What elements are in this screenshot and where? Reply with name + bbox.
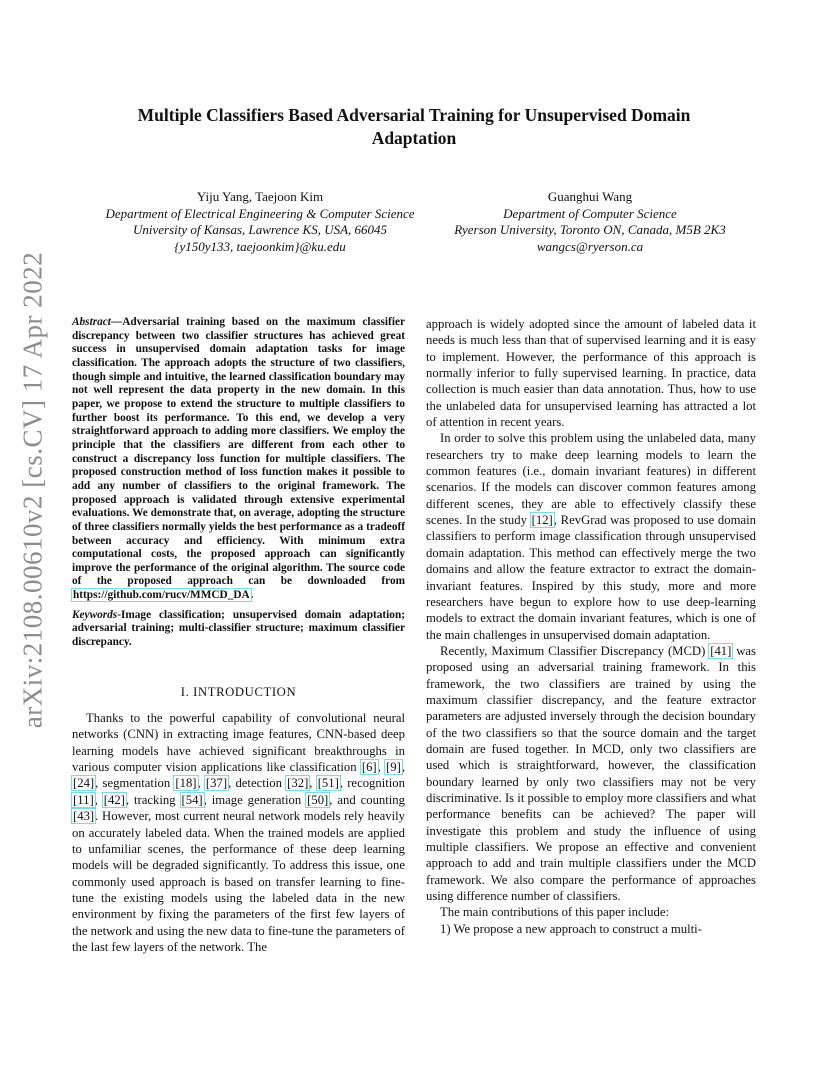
author-names: Guanghui Wang [547, 189, 633, 204]
paragraph-text: , [197, 776, 205, 791]
citation-link[interactable]: [11] [73, 792, 94, 807]
abstract-lead: Abstract [72, 316, 111, 328]
paragraph-text: . However, most current neural network models rely heavily on accurately labeled data. When the trained models are applied to unfamiliar scenes, the performance of these deep learning models will be degraded significantly. To address this issue, one commonly used approach is based on transfer learning to fine-tune the existing models using the labeled data in the new environment by fixing the parameters of the first few layers of the network and using the new data to fine-tune the parameters of the last few layers of the network. The [72, 809, 405, 954]
citation-link[interactable]: [42] [103, 792, 125, 807]
author-block-ryerson [440, 189, 740, 255]
intro-paragraph [72, 710, 405, 955]
body-paragraph [426, 904, 756, 920]
abstract [72, 316, 405, 603]
paragraph-text: , recognition [339, 776, 405, 791]
paragraph-text: , [309, 776, 317, 791]
author-names: Yiju Yang, Taejoon Kim [196, 189, 324, 204]
body-paragraph [426, 430, 756, 642]
abstract-end: . [250, 589, 254, 602]
paragraph-text: Recently, Maximum Classifier Discrepancy (MCD) [440, 643, 710, 658]
author-institution: University of Kansas, Lawrence KS, USA, 66045 [132, 222, 388, 237]
section-heading-introduction: I. INTRODUCTION [180, 684, 297, 699]
citation-link[interactable]: [18] [175, 776, 197, 791]
paragraph-text: In order to solve this problem using the unlabeled data, many researchers try to make deep learning models to learn the common features (i.e., domain invariant features) in different scenarios. If the models can discover common features among different scenes, they are able to effectively classify these scenes. In the study [426, 431, 756, 528]
citation-link[interactable]: [9] [386, 760, 401, 775]
author-department: Department of Computer Science [503, 205, 677, 221]
citation-link[interactable]: [43] [73, 809, 95, 824]
citation-link[interactable]: [6] [361, 760, 377, 775]
citation-link[interactable]: [51] [317, 776, 339, 791]
paragraph-text: approach is widely adopted since the amount of labeled data it needs is much less than that of supervised learning and it is easy to implement. However, the performance of this approach is normally inferior to fully supervised learning. In practice, data collection is much easier than data annotation. Thus, how to use the unlabeled data for unsupervised learning has attracted a lot of attention in recent years. [426, 317, 756, 430]
author-department: Department of Electrical Engineering & Computer Science [105, 205, 415, 221]
keywords [72, 609, 405, 650]
arxiv-identifier-stamp [8, 251, 58, 729]
author-block-kansas [90, 189, 430, 255]
paragraph-text: , [94, 792, 103, 807]
citation-link[interactable]: [54] [181, 792, 203, 807]
abstract-text: —Adversarial training based on the maximum classifier discrepancy between two classifier structures has achieved great success in unsupervised domain adaptation tasks for image classification. The approach adopts the structure of two classifiers, though simple and intuitive, the learned classification boundary may not well represent the data property in the new domain. In this paper, we propose to extend the structure to multiple classifiers to further boost its performance. To this end, we develop a very straightforward approach to adding more classifiers. We employ the principle that the classifiers are different from each other to construct a discrepancy loss function for multiple classifiers. The proposed construction method of loss function makes it possible to add any number of classifiers to the original framework. The proposed approach is validated through extensive experimental evaluations. We demonstrate that, on average, adopting the structure of three classifiers normally yields the best performance as a tradeoff between accuracy and efficiency. With minimum extra computational costs, the proposed approach can significantly improve the performance of the original algorithm. The source code of the proposed approach can be downloaded from [72, 316, 405, 588]
paragraph-text: , segmentation [95, 776, 175, 791]
citation-link[interactable]: [50] [307, 792, 329, 807]
left-column [72, 316, 405, 955]
keywords-text: -Image classification; unsupervised domain adaptation; adversarial training; multi-classifier structure; maximum classifier discrepancy. [72, 608, 405, 649]
body-paragraph [426, 921, 756, 937]
paragraph-text: , and counting [329, 792, 405, 807]
citation-link[interactable]: [41] [710, 643, 732, 658]
source-code-link[interactable]: https://github.com/rucv/MMCD_DA [73, 589, 250, 602]
paragraph-text: , tracking [125, 792, 181, 807]
citation-link[interactable]: [12] [531, 513, 553, 528]
paragraph-text: was proposed using an adversarial training framework. In this framework, the two classifiers are trained by using the maximum classifier discrepancy, and the feature extractor parameters are adjusted inversely through the decision boundary of the two classifiers so that the source domain and the target domain are fused together. In MCD, only two classifiers are used which is straightforward, however, the classification boundary learned by only two classifiers may not be very discriminative. Is it possible to employ more classifiers and what performance benefits can be achieved? The paper will investigate this problem and study the influence of using multiple classifiers. We propose an effective and convenient approach to add and train multiple classifiers under the MCD framework. We also compare the performance of approaches using difference number of classifiers. [426, 643, 756, 904]
body-paragraph [426, 316, 756, 430]
paragraph-text: , [377, 760, 386, 775]
author-email: wangcs@ryerson.ca [536, 238, 644, 254]
paper-title: Multiple Classifiers Based Adversarial Training for Unsupervised Domain Adaptation [137, 105, 691, 148]
paragraph-text: 1) We propose a new approach to construct a multi- [440, 921, 702, 936]
body-paragraph [426, 643, 756, 905]
paragraph-text: Thanks to the powerful capability of convolutional neural networks (CNN) in extracting image features, CNN-based deep learning models have achieved significant breakthroughs in various computer vision applications like classification [72, 711, 405, 775]
paragraph-text: , image generation [203, 792, 307, 807]
paragraph-text: , [401, 760, 405, 775]
citation-link[interactable]: [24] [73, 776, 95, 791]
citation-link[interactable]: [32] [287, 776, 309, 791]
paragraph-text: The main contributions of this paper include: [440, 905, 670, 920]
citation-link[interactable]: [37] [205, 776, 228, 791]
paragraph-text: , RevGrad was proposed to use domain classifiers to perform image classification through unsupervised domain adaptation. This method can effectively merge the two domains and allow the feature extractor to extract the domain-invariant features. Inspired by this study, more and more researchers have begun to explore how to use deep-learning models to extract the domain invariant features, which is one of the main challenges in unsupervised domain adaptation. [426, 513, 756, 642]
arxiv-identifier-text: arXiv:2108.00610v2 [cs.CV] 17 Apr 2022 [17, 251, 48, 729]
paragraph-text: , detection [228, 776, 287, 791]
author-institution: Ryerson University, Toronto ON, Canada, M5B 2K3 [454, 222, 726, 237]
author-email: {y150y133, taejoonkim}@ku.edu [174, 238, 346, 254]
right-column [426, 316, 756, 937]
keywords-lead: Keywords [72, 608, 118, 621]
